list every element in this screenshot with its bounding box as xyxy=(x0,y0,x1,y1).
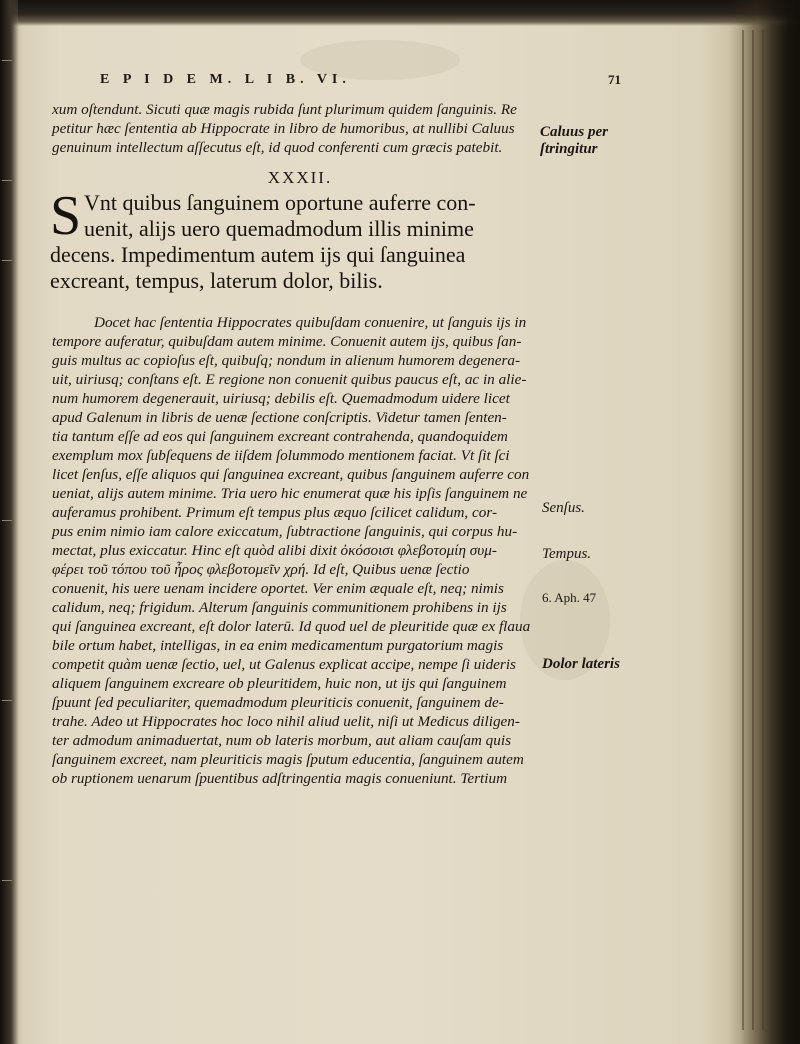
commentary-line: licet ſenſus, eſſe aliquos qui ſanguinea excreant, quibus ſanguinem auferre con xyxy=(52,466,530,483)
margin-note-caluus xyxy=(540,124,608,158)
margin-note-line: Caluus per xyxy=(540,124,608,140)
commentary-line: auferamus prohibent. Primum eſt tempus plus æquo ſcilicet calidum, cor- xyxy=(52,504,498,521)
commentary-line: calidum, neq; frigidum. Alterum ſanguinis communitionem prohibens in ijs xyxy=(52,599,507,616)
commentary-line: trahe. Adeo ut Hippocrates hoc loco nihil aliud uelit, niſi ut Medicus diligen- xyxy=(52,713,520,730)
aphorism-line: excreant, tempus, laterum dolor, bilis. xyxy=(50,268,383,293)
commentary-line: tempore auferatur, quibuſdam autem minime. Conuenit autem ijs, quibus ſan- xyxy=(52,333,522,350)
aphorism-line: uenit, alijs uero quemadmodum illis minime xyxy=(84,216,474,241)
commentary-line: tia tantum eſſe ad eos qui ſanguinem excreant contrahenda, quandoquidem xyxy=(52,428,508,445)
margin-note-line: ſtringitur xyxy=(540,141,598,157)
section-number: XXXII. xyxy=(267,168,333,187)
page-edge-line xyxy=(752,30,754,1030)
commentary-line: apud Galenum in libris de uenæ ſectione conſcriptis. Videtur tamen ſenten- xyxy=(52,409,507,426)
commentary-line: aliquem ſanguinem excreare ob pleuritidem, huic non, ut ijs qui ſanguinem xyxy=(52,675,507,692)
commentary-line: ob ruptionem uenarum ſpuentibus adſtringentia magis conueniunt. Tertium xyxy=(52,770,508,787)
aphorism-line: Vnt quibus ſanguinem oportune auferre con- xyxy=(84,190,476,215)
commentary-line: ter admodum animaduertat, num ob lateris morbum, aut aliam cauſam quis xyxy=(52,732,511,749)
margin-note-aphorism-ref: 6. Aph. 47 xyxy=(542,590,597,605)
page-edge-line xyxy=(762,30,764,1030)
commentary-line: qui ſanguinea excreant, eſt dolor laterū. Id quod uel de pleuritide quæ ex flaua xyxy=(52,618,531,635)
commentary-line: mectat, plus exiccatur. Hinc eſt quòd alibi dixit ὀκόσοισι φλεβοτομίη συμ- xyxy=(52,542,497,559)
page-edge-line xyxy=(742,30,744,1030)
margin-note-sensus: Senſus. xyxy=(542,500,585,516)
page-number: 71 xyxy=(608,72,621,87)
commentary-line: conuenit, his uere uenam incidere oportet. Ver enim æquale eſt, neq; nimis xyxy=(52,580,504,597)
aphorism-line: decens. Impedimentum autem ijs qui ſanguinea xyxy=(50,242,466,267)
commentary-line: num humorem degenerauit, uiriusq; debilis eſt. Quemadmodum uidere licet xyxy=(52,390,510,407)
margin-note-tempus: Tempus. xyxy=(542,546,592,562)
commentary-line: competit quàm uenæ ſectio, uel, ut Galenus explicat accipe, nempe ſi uideris xyxy=(52,656,516,673)
commentary-line: exemplum mox ſubſequens de iiſdem ſolummodo mentionem faciat. Vt ſit ſci xyxy=(52,447,510,464)
commentary-line: ueniat, alijs autem minime. Tria uero hic enumerat quæ his ipſis ſanguinem ne xyxy=(52,485,528,502)
running-head: E P I D E M. L I B. VI. xyxy=(100,72,351,87)
commentary-line: guis multus ac copioſus eſt, quibuſq; nondum in alienum humorem degenera- xyxy=(52,352,521,369)
commentary-line: uit, uiriusq; conſtans eſt. E regione non conuenit quibus paucus eſt, ac in alie- xyxy=(52,371,527,388)
commentary-line: bile ortum habet, intelligas, in ea enim medicamentum purgatorium magis xyxy=(52,637,504,654)
binding-edge-left xyxy=(0,0,18,1044)
commentary-line: ſanguinem excreet, nam pleuriticis magis ſputum educentia, ſanguinem autem xyxy=(52,751,524,768)
intro-line: genuinum intellectum aſſecutus eſt, id quod conferenti cum græcis patebit. xyxy=(52,139,503,156)
drop-cap: S xyxy=(50,185,82,247)
aphorism-text xyxy=(50,185,540,294)
margin-note-dolor: Dolor lateris xyxy=(542,656,620,672)
intro-paragraph xyxy=(52,100,538,157)
commentary-line: Docet hac ſententia Hippocrates quibuſdam conuenire, ut ſanguis ijs in xyxy=(94,314,527,331)
commentary-line: φέρει τοῦ τόπου τοῦ ἦρος φλεβοτομεῖν χρή. Id eſt, Quibus uenæ ſectio xyxy=(52,561,470,578)
commentary-line: ſpuunt ſed peculiariter, quemadmodum pleuriticis conuenit, ſanguinem de- xyxy=(52,694,504,711)
commentary-line: pus enim nimio iam calore exiccatum, ſubtractione ſanguinis, qui corpus hu- xyxy=(52,523,518,540)
intro-line: petitur hæc ſententia ab Hippocrate in libro de humoribus, at nullibi Caluus xyxy=(52,120,515,137)
commentary-paragraph xyxy=(52,313,538,788)
intro-line: xum oſtendunt. Sicuti quæ magis rubida ſunt plurimum quidem ſanguinis. Re xyxy=(52,101,517,118)
page-top-shadow xyxy=(0,0,800,26)
page-edges-right xyxy=(728,0,800,1044)
